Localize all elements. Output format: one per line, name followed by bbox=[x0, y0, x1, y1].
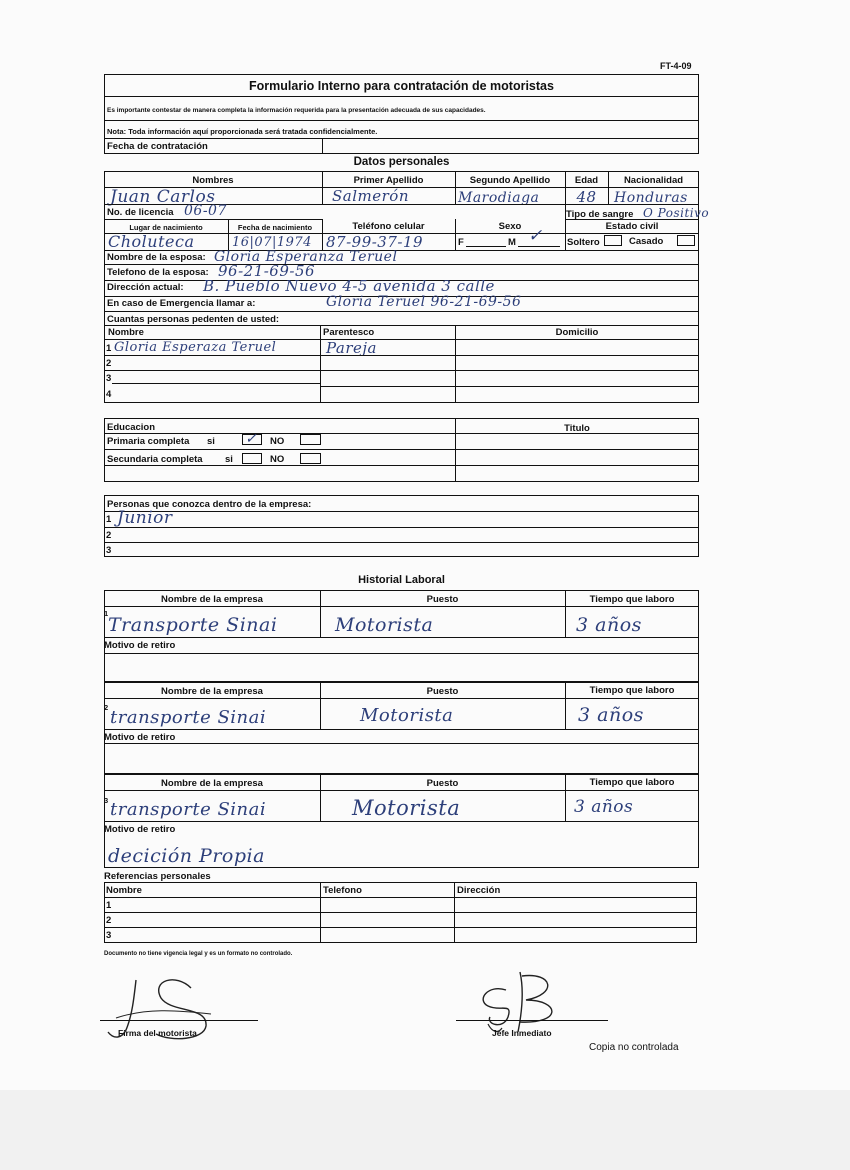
referencia-telefono-header: Telefono bbox=[323, 885, 362, 896]
secundaria-si-checkbox[interactable] bbox=[242, 453, 262, 464]
secundaria-no-label: NO bbox=[270, 454, 285, 465]
direccion-value: B. Pueblo Nuevo 4-5 avenida 3 calle bbox=[203, 277, 495, 295]
telefono-esposa-value: 96-21-69-56 bbox=[218, 262, 316, 280]
sexo-m-check: ✓ bbox=[528, 226, 543, 246]
secundaria-si-label: si bbox=[225, 454, 233, 465]
titulo-label: Titulo bbox=[564, 423, 590, 434]
fecha-nacimiento-value: 16|07|1974 bbox=[232, 235, 312, 250]
empresa-header: Nombre de la empresa bbox=[161, 686, 263, 697]
tiempo-header: Tiempo que laboro bbox=[589, 594, 675, 605]
referencia-nombre-header: Nombre bbox=[106, 885, 142, 896]
dependiente-num: 3 bbox=[106, 373, 112, 384]
dependiente-nombre-header: Nombre bbox=[108, 327, 144, 338]
esposa-value: Gloria Esperanza Teruel bbox=[214, 249, 398, 265]
referencia-num: 3 bbox=[106, 930, 112, 941]
copia-no-controlada: Copia no controlada bbox=[589, 1042, 679, 1053]
casado-checkbox[interactable] bbox=[677, 235, 695, 246]
primaria-si-label: si bbox=[207, 436, 215, 447]
disclaimer: Documento no tiene vigencia legal y es un formato no controlado. bbox=[104, 951, 293, 957]
primaria-label: Primaria completa bbox=[107, 436, 190, 447]
historial-num: 1 bbox=[104, 609, 109, 618]
dependiente-num: 1 bbox=[106, 343, 112, 354]
esposa-label: Nombre de la esposa: bbox=[107, 252, 206, 263]
edad-label: Edad bbox=[574, 175, 599, 186]
conocido-num: 3 bbox=[106, 545, 112, 556]
motivo-value: decición Propia bbox=[108, 845, 265, 867]
educacion-label: Educacion bbox=[107, 422, 156, 433]
tiempo-value: 3 años bbox=[576, 614, 642, 636]
tiempo-value: 3 años bbox=[578, 704, 644, 726]
empresa-value: Transporte Sinai bbox=[108, 614, 278, 636]
nombres-value: Juan Carlos bbox=[110, 187, 216, 207]
fecha-contratacion-label: Fecha de contratación bbox=[107, 141, 208, 152]
referencia-num: 2 bbox=[106, 915, 112, 926]
nacionalidad-label: Nacionalidad bbox=[623, 175, 684, 186]
licencia-value: 06-07 bbox=[184, 203, 227, 219]
motivo-label: Motivo de retiro bbox=[104, 640, 176, 651]
casado-label: Casado bbox=[629, 236, 664, 247]
tiempo-header: Tiempo que laboro bbox=[589, 685, 675, 696]
primaria-no-checkbox[interactable] bbox=[300, 434, 321, 445]
empresa-value: transporte Sinai bbox=[110, 707, 267, 728]
direccion-label: Dirección actual: bbox=[107, 282, 184, 293]
intro-text: Es importante contestar de manera completa la información requerida para la presentación adecuada de sus capacidades. bbox=[107, 107, 486, 114]
document-code: FT-4-09 bbox=[660, 61, 692, 71]
referencia-num: 1 bbox=[106, 900, 112, 911]
puesto-value: Motorista bbox=[335, 614, 434, 636]
tiempo-value: 3 años bbox=[574, 797, 634, 817]
segundo-apellido-value: Marodiaga bbox=[458, 190, 540, 206]
conocidos-label: Personas que conozca dentro de la empresa: bbox=[107, 499, 312, 510]
form-title: Formulario Interno para contratación de motoristas bbox=[249, 79, 554, 93]
telefono-value: 87-99-37-19 bbox=[326, 233, 424, 251]
soltero-checkbox[interactable] bbox=[604, 235, 622, 246]
emergencia-label: En caso de Emergencia llamar a: bbox=[107, 298, 256, 309]
dependiente-parentesco-header: Parentesco bbox=[323, 327, 375, 338]
conocido-name: Junior bbox=[117, 508, 173, 528]
referencias-label: Referencias personales bbox=[104, 871, 211, 882]
lugar-nacimiento-label: Lugar de nacimiento bbox=[129, 223, 203, 232]
empresa-header: Nombre de la empresa bbox=[161, 594, 263, 605]
puesto-value: Motorista bbox=[352, 796, 461, 820]
jefe-inmediato-label: Jefe Inmediato bbox=[492, 1028, 552, 1038]
dependiente-domicilio-header: Domicilio bbox=[555, 327, 599, 338]
secundaria-label: Secundaria completa bbox=[107, 454, 203, 465]
segundo-apellido-label: Segundo Apellido bbox=[469, 175, 551, 186]
licencia-label: No. de licencia bbox=[107, 207, 174, 218]
referencia-direccion-header: Dirección bbox=[457, 885, 501, 896]
datos-personales-heading: Datos personales bbox=[353, 156, 450, 168]
empresa-value: transporte Sinai bbox=[110, 799, 267, 820]
puesto-header: Puesto bbox=[426, 594, 459, 605]
nombres-label: Nombres bbox=[192, 175, 234, 186]
primer-apellido-label: Primer Apellido bbox=[353, 175, 424, 186]
sexo-m-label: M bbox=[508, 237, 516, 248]
tipo-sangre-value: O Positivo bbox=[643, 206, 710, 220]
dependiente-nombre: Gloria Esperaza Teruel bbox=[114, 340, 277, 355]
estado-civil-label: Estado civil bbox=[605, 221, 659, 232]
historial-num: 2 bbox=[104, 703, 109, 712]
dependiente-num: 4 bbox=[106, 389, 112, 400]
primer-apellido-value: Salmerón bbox=[332, 187, 409, 205]
motivo-label: Motivo de retiro bbox=[104, 824, 176, 835]
tiempo-header: Tiempo que laboro bbox=[589, 777, 675, 788]
confidential-note: Nota: Toda información aquí proporcionada será tratada confidencialmente. bbox=[107, 127, 378, 136]
edad-value: 48 bbox=[576, 188, 597, 206]
historial-heading: Historial Laboral bbox=[358, 574, 445, 586]
firma-motorista-label: Firma del motorista bbox=[118, 1028, 197, 1038]
tipo-sangre-label: Tipo de sangre bbox=[566, 209, 634, 220]
fecha-nacimiento-label: Fecha de nacimiento bbox=[237, 223, 313, 232]
scan-margin bbox=[0, 1090, 850, 1170]
historial-num: 3 bbox=[104, 796, 109, 805]
conocido-num: 2 bbox=[106, 530, 112, 541]
telefono-esposa-label: Telefono de la esposa: bbox=[107, 267, 209, 278]
telefono-label: Teléfono celular bbox=[352, 221, 425, 232]
puesto-header: Puesto bbox=[426, 686, 459, 697]
puesto-header: Puesto bbox=[426, 778, 459, 789]
puesto-value: Motorista bbox=[360, 705, 454, 726]
sexo-f-label: F bbox=[458, 237, 464, 248]
soltero-label: Soltero bbox=[567, 237, 600, 248]
sexo-label: Sexo bbox=[498, 221, 522, 232]
primaria-si-mark: ✓ bbox=[245, 431, 258, 447]
motivo-label: Motivo de retiro bbox=[104, 732, 176, 743]
primaria-no-label: NO bbox=[270, 436, 285, 447]
empresa-header: Nombre de la empresa bbox=[161, 778, 263, 789]
lugar-nacimiento-value: Choluteca bbox=[108, 232, 195, 251]
conocido-num: 1 bbox=[106, 514, 112, 525]
dependientes-label: Cuantas personas pedenten de usted: bbox=[107, 314, 280, 325]
emergencia-value: Gloria Teruel 96-21-69-56 bbox=[326, 294, 522, 310]
dependiente-parentesco: Pareja bbox=[326, 339, 378, 357]
nacionalidad-value: Honduras bbox=[614, 190, 688, 206]
secundaria-no-checkbox[interactable] bbox=[300, 453, 321, 464]
dependiente-num: 2 bbox=[106, 358, 112, 369]
